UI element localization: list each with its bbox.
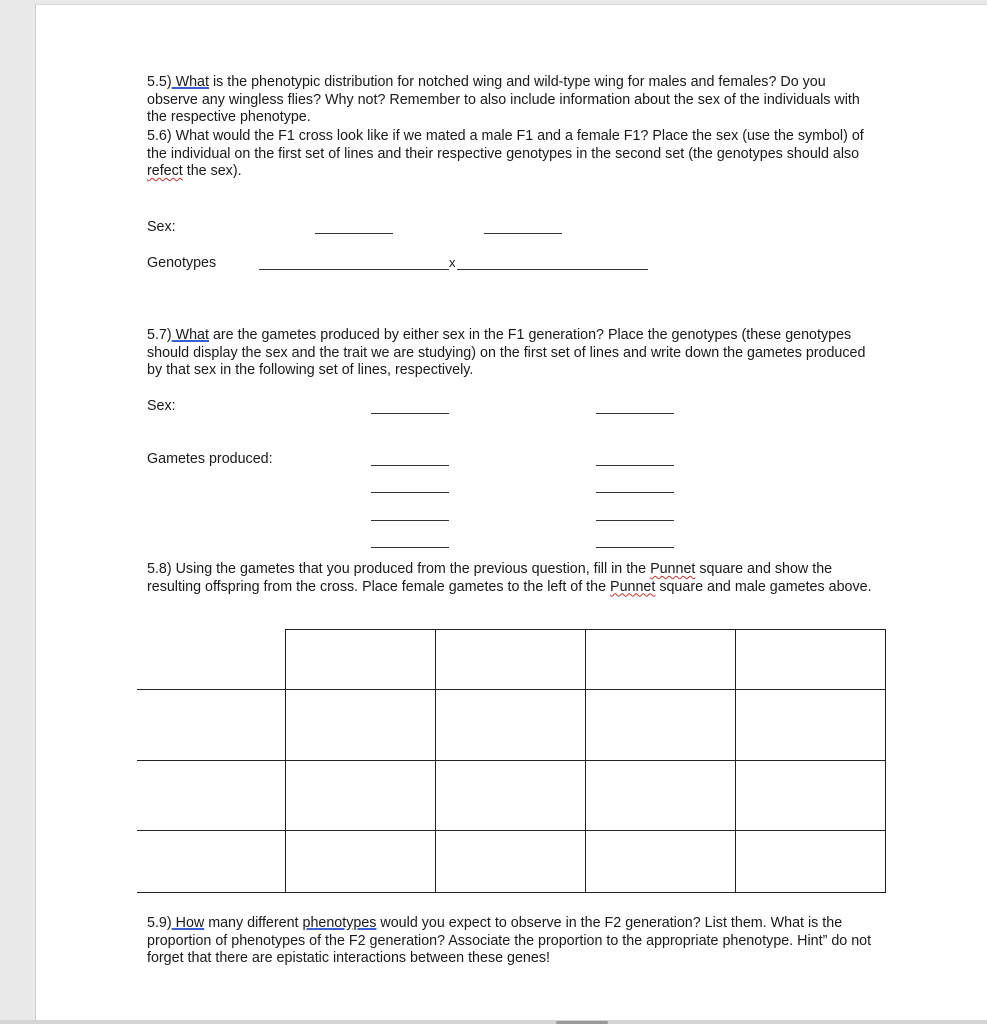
question-5-5-number: 5.5) xyxy=(147,74,172,90)
punnett-cell[interactable] xyxy=(436,831,586,893)
question-5-5-text: is the phenotypic distribution for notched wing and wild-type wing for males and females? Do you observe any wingless flies? Why not? Remember to also include information about the sex of the individuals with the respective phenotype. xyxy=(147,74,860,126)
question-5-8-misspelled-1: Punnet xyxy=(650,561,696,577)
question-5-7-number: 5.7) xyxy=(147,327,172,343)
punnett-cell[interactable] xyxy=(586,831,736,893)
punnett-cell[interactable] xyxy=(286,690,436,761)
question-5-8-text-3: square and male gametes above. xyxy=(655,578,872,595)
punnett-cell[interactable] xyxy=(736,630,886,690)
question-5-9-lead: How xyxy=(171,915,205,931)
gamete-blank[interactable] xyxy=(371,547,449,548)
gamete-blank[interactable] xyxy=(596,547,674,548)
gamete-blank[interactable] xyxy=(596,492,674,493)
question-5-9 xyxy=(147,915,872,968)
punnett-row xyxy=(137,690,886,761)
question-5-9-number: 5.9) xyxy=(147,915,172,931)
punnett-square xyxy=(137,629,886,893)
question-5-9-text-2: would you expect to observe in the F2 generation? List them. What is the proportion of phenotypes of the F2 generation? Associate the proportion to the appropriate phenotype. Hint” do not forget that there are epistatic interactions between these genes! xyxy=(147,915,872,967)
punnett-cell[interactable] xyxy=(436,690,586,761)
punnett-cell[interactable] xyxy=(137,761,286,831)
horizontal-scrollbar-track[interactable] xyxy=(0,1020,987,1024)
gamete-blank[interactable] xyxy=(596,465,674,466)
question-5-8-misspelled-2: Punnet xyxy=(610,578,656,595)
punnett-cell[interactable] xyxy=(586,630,736,690)
question-5-7-text: are the gametes produced by either sex in the F1 generation? Place the genotypes (these genotypes should display the sex and the trait we are studying) on the first set of lines and write down the gametes produced by that sex in the following set of lines, respectively. xyxy=(147,327,866,379)
q57-sex-blank-2[interactable] xyxy=(596,413,674,414)
punnett-cell[interactable] xyxy=(586,761,736,831)
punnett-cell[interactable] xyxy=(286,831,436,893)
gamete-blank[interactable] xyxy=(371,465,449,466)
gamete-blank[interactable] xyxy=(371,492,449,493)
q57-gametes-label: Gametes produced: xyxy=(147,451,273,467)
question-5-9-text-1: many different xyxy=(204,915,303,931)
question-5-5 xyxy=(147,74,877,127)
punnett-cell[interactable] xyxy=(286,761,436,831)
q56-sex-blank-2[interactable] xyxy=(484,233,562,234)
q56-sex-blank-1[interactable] xyxy=(315,233,393,234)
punnett-corner xyxy=(137,630,286,690)
punnett-row xyxy=(137,761,886,831)
question-5-8-text-2: square and show the resulting offspring from the cross. Place female gametes to the left of the xyxy=(147,561,833,595)
question-5-6 xyxy=(147,128,877,181)
punnett-row xyxy=(137,831,886,893)
punnett-cell[interactable] xyxy=(436,761,586,831)
q57-sex-label: Sex: xyxy=(147,398,176,414)
question-5-6-text-1: 5.6) What would the F1 cross look like if we mated a male F1 and a female F1? Place the sex (use the symbol) of the individual on the first set of lines and their respective genotypes in the second set (the genotypes should also xyxy=(147,128,864,162)
q57-sex-blank-1[interactable] xyxy=(371,413,449,414)
q56-genotypes-label: Genotypes xyxy=(147,255,217,271)
punnett-cell[interactable] xyxy=(736,831,886,893)
q56-sex-label: Sex: xyxy=(147,219,176,235)
punnett-cell[interactable] xyxy=(137,831,286,893)
question-5-6-text-2: the sex). xyxy=(182,163,242,180)
gamete-blank[interactable] xyxy=(596,520,674,521)
punnett-cell[interactable] xyxy=(736,690,886,761)
question-5-6-misspelled: refect xyxy=(147,163,183,180)
question-5-9-underlined: phenotypes xyxy=(302,915,377,931)
punnett-header-row xyxy=(137,630,886,690)
punnett-cell[interactable] xyxy=(436,630,586,690)
punnett-cell[interactable] xyxy=(286,630,436,690)
cross-symbol: x xyxy=(449,255,456,270)
punnett-cell[interactable] xyxy=(736,761,886,831)
q56-genotype-blank-1[interactable] xyxy=(259,269,449,270)
question-5-7 xyxy=(147,327,882,380)
question-5-7-lead: What xyxy=(171,327,209,343)
punnett-cell[interactable] xyxy=(586,690,736,761)
question-5-8 xyxy=(147,561,882,596)
punnett-cell[interactable] xyxy=(137,690,286,761)
question-5-5-lead: What xyxy=(171,74,209,90)
question-5-8-text-1: 5.8) Using the gametes that you produced from the previous question, fill in the xyxy=(147,561,651,577)
q56-genotype-blank-2[interactable] xyxy=(457,269,648,270)
gamete-blank[interactable] xyxy=(371,520,449,521)
